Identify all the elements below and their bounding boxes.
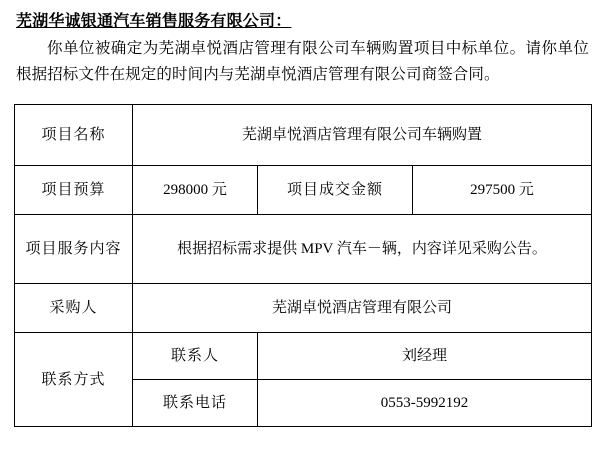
service-content-value: 根据招标需求提供 MPV 汽车－辆，内容详见采购公告。 xyxy=(133,215,592,284)
table-row xyxy=(15,215,592,284)
notice-paragraph: 你单位被确定为芜湖卓悦酒店管理有限公司车辆购置项目中标单位。请你单位根据招标文件在规定的时间内与芜湖卓悦酒店管理有限公司商签合同。 xyxy=(16,40,589,83)
table-row xyxy=(15,166,592,215)
contact-method-label: 联系方式 xyxy=(15,333,133,427)
service-content-label: 项目服务内容 xyxy=(15,215,133,284)
contact-phone-value: 0553-5992192 xyxy=(258,380,592,427)
project-info-table xyxy=(14,104,592,427)
project-name-label: 项目名称 xyxy=(15,105,133,166)
purchaser-value: 芜湖卓悦酒店管理有限公司 xyxy=(133,284,592,333)
project-name-value: 芜湖卓悦酒店管理有限公司车辆购置 xyxy=(133,105,592,166)
contact-person-label: 联系人 xyxy=(133,333,258,380)
table-row xyxy=(15,333,592,380)
table-row xyxy=(15,284,592,333)
project-deal-amount-label: 项目成交金额 xyxy=(258,166,413,215)
project-deal-amount-value: 297500 元 xyxy=(413,166,592,215)
contact-person-value: 刘经理 xyxy=(258,333,592,380)
project-budget-value: 298000 元 xyxy=(133,166,258,215)
contact-phone-label: 联系电话 xyxy=(133,380,258,427)
project-budget-label: 项目预算 xyxy=(15,166,133,215)
table-row xyxy=(15,105,592,166)
recipient-salutation: 芜湖华诚银通汽车销售服务有限公司： xyxy=(16,13,292,30)
purchaser-label: 采购人 xyxy=(15,284,133,333)
